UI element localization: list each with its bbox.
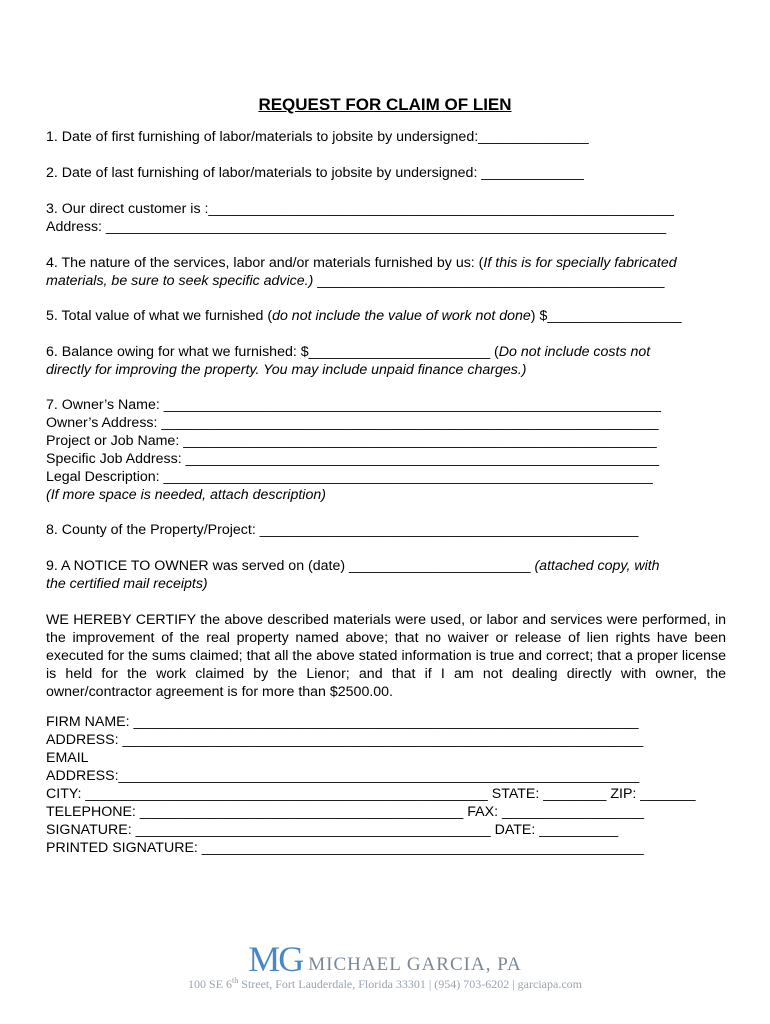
item-6-text: 6. Balance owing for what we furnished: $_______________________ ( (46, 344, 499, 360)
footer-address-street: 100 SE 6 (188, 977, 233, 991)
item-2-last-furnishing-date: 2. Date of last furnishing of labor/materials to jobsite by undersigned: _____________ (46, 165, 584, 181)
item-4-blank: ____________________________________________ (313, 273, 665, 289)
item-7-owner-name: 7. Owner’s Name: _______________________________________________________________ (46, 397, 661, 413)
item-5-total-value (46, 307, 682, 325)
item-7-owner-address: Owner’s Address: _______________________________________________________________ (46, 415, 659, 431)
item-3-direct-customer: 3. Our direct customer is :___________________________________________________________ (46, 201, 674, 217)
item-5-blank: ) $_________________ (530, 308, 682, 324)
firm-logo (0, 939, 770, 979)
logo-name: MICHAEL GARCIA, PA (308, 954, 522, 975)
item-7-legal-description: Legal Description: ______________________________________________________________ (46, 469, 653, 485)
signature-date-field: SIGNATURE: _____________________________________________ DATE: __________ (46, 822, 619, 838)
item-4-note: If this is for specially fabricated (483, 255, 677, 271)
item-9-notice-to-owner (46, 557, 660, 575)
firm-email-label: EMAIL (46, 750, 89, 766)
item-9-note: (attached copy, with (534, 558, 660, 574)
item-4-continued (46, 272, 664, 290)
item-9-note-continued: the certified mail receipts) (46, 576, 208, 592)
item-6-note: Do not include costs not (498, 344, 651, 360)
item-6-note-continued: directly for improving the property. You may include unpaid finance charges.) (46, 362, 527, 378)
firm-city-state-zip-field: CITY: ___________________________________________________ STATE: ________ ZIP: _______ (46, 786, 696, 802)
item-8-county: 8. County of the Property/Project: ________________________________________________ (46, 522, 639, 538)
page-title: REQUEST FOR CLAIM OF LIEN (258, 95, 512, 114)
item-4-text: 4. The nature of the services, labor and/or materials furnished by us: ( (46, 255, 484, 271)
printed-signature-field: PRINTED SIGNATURE: ________________________________________________________ (46, 840, 644, 856)
item-6-balance-owing (46, 343, 650, 361)
firm-telephone-fax-field: TELEPHONE: _________________________________________ FAX: __________________ (46, 804, 644, 820)
logo-mark: MG (248, 939, 303, 979)
item-9-text: 9. A NOTICE TO OWNER was served on (date) _______________________ (46, 558, 535, 574)
footer-address (0, 976, 770, 992)
item-7-job-address: Specific Job Address: ____________________________________________________________ (46, 451, 660, 467)
item-4-nature-of-services (46, 254, 677, 272)
item-3-address: Address: _______________________________________________________________________ (46, 219, 667, 235)
certification-paragraph: WE HEREBY CERTIFY the above described materials were used, or labor and services were performed, in the improvement of the real property named above; that no waiver or release of lien rights have been executed for the sums claimed; that all the above stated information is true and correct; that a proper license is held for the work claimed by the Lienor; and that if I am not dealing directly with owner, the owner/contractor agreement is for more than $2500.00. (46, 612, 726, 700)
item-7-project-name: Project or Job Name: ____________________________________________________________ (46, 433, 657, 449)
item-5-note: do not include the value of work not done (272, 308, 531, 324)
firm-name-field: FIRM NAME: ________________________________________________________________ (46, 714, 639, 730)
firm-email-address-field: ADDRESS:__________________________________________________________________ (46, 768, 640, 784)
item-5-text: 5. Total value of what we furnished ( (46, 308, 273, 324)
footer-address-ordinal: th (232, 976, 239, 985)
footer-address-rest: Street, Fort Lauderdale, Florida 33301 | (954) 703-6202 | garciapa.com (238, 977, 582, 991)
item-1-first-furnishing-date: 1. Date of first furnishing of labor/materials to jobsite by undersigned:______________ (46, 129, 589, 145)
item-4-note-continued: materials, be sure to seek specific advice.) (46, 273, 314, 289)
item-7-note: (If more space is needed, attach description) (46, 487, 326, 503)
firm-address-field: ADDRESS: __________________________________________________________________ (46, 732, 644, 748)
